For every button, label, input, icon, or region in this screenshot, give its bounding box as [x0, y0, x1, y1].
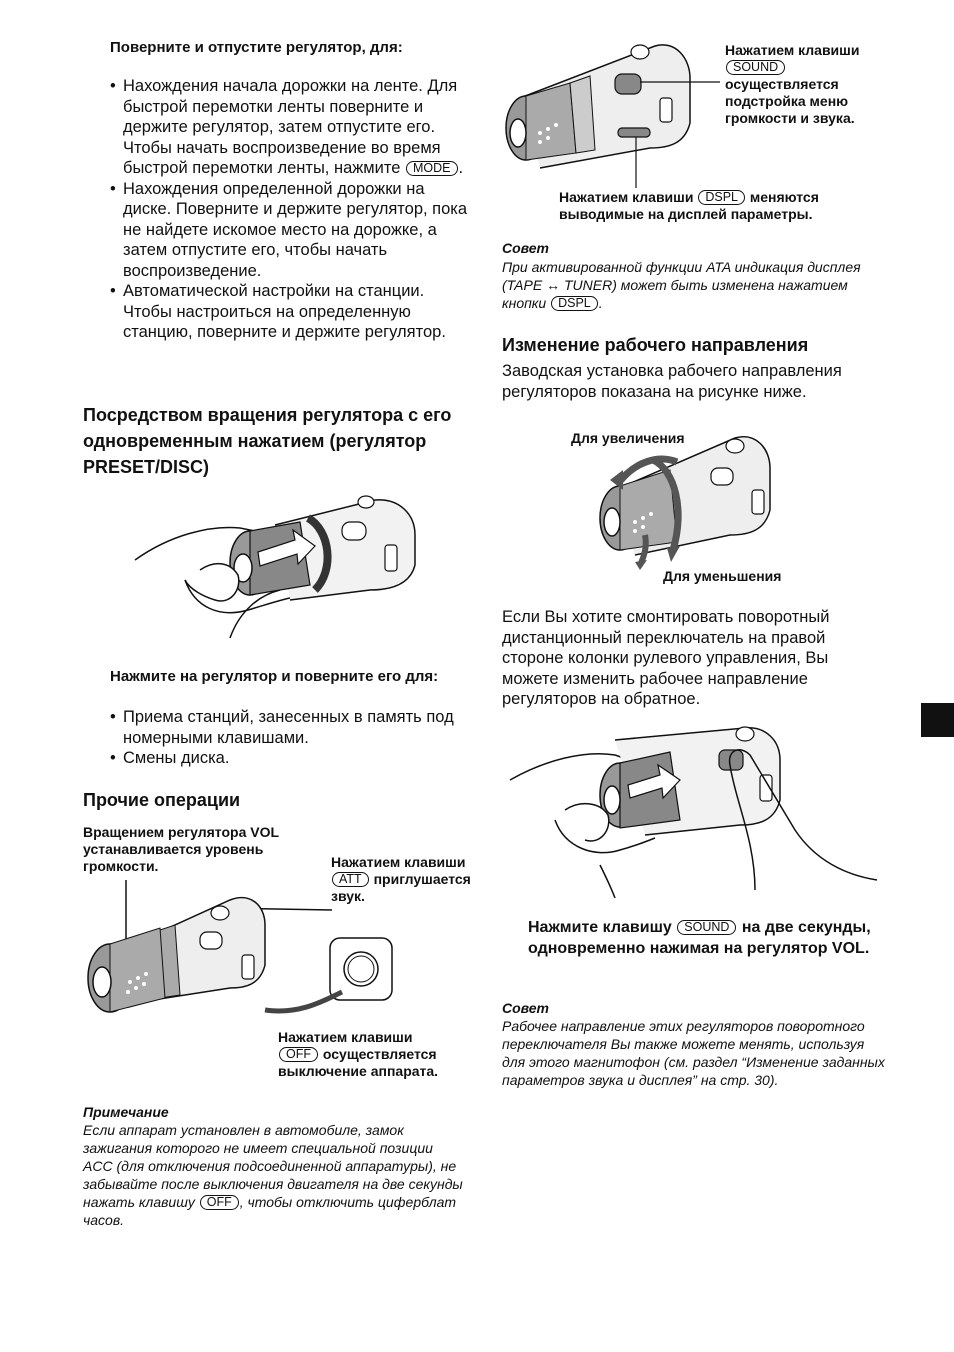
- tip1-dspl-key: DSPL: [551, 296, 598, 311]
- dspl-key: DSPL: [698, 190, 745, 205]
- other-ops-heading: Прочие операции: [83, 790, 241, 810]
- press-sound-key: SOUND: [677, 920, 736, 935]
- mount-text: Если Вы хотите смонтировать поворотный дистанционный переключатель на правой стороне колонки рулевого управления, Вы можете изменить рабочее направление регуляторов на обратное.: [502, 608, 830, 708]
- off-caption: Нажатием клавиши OFF осуществляется выключение аппарата.: [278, 1029, 439, 1079]
- preset-heading: Посредством вращения регулятора с его одновременным нажатием (регулятор PRESET/DISC): [83, 405, 452, 477]
- mode-key: MODE: [406, 161, 458, 176]
- press-sound-illustration: [505, 720, 885, 900]
- press-turn-list: [110, 707, 470, 769]
- increase-label: Для увеличения: [571, 430, 685, 446]
- turn-release-list: [110, 76, 470, 343]
- tip2-text: Рабочее направление этих регуляторов поворотного переключателя Вы также можете менять, используя для этого магнитофон (см. раздел “Изменение заданных параметров звука и дисплея” на стр. 30).: [502, 1018, 885, 1088]
- list-item: • Приема станций, занесенных в память под номерными клавишами.: [110, 707, 470, 748]
- tip1-text: При активированной функции ATA индикация дисплея (TAPE ↔ TUNER) может быть изменена нажатием кнопки DSPL .: [502, 259, 861, 311]
- direction-heading: Изменение рабочего направления: [502, 335, 809, 355]
- sound-dspl-illustration: [500, 38, 720, 188]
- list-item: • Нахождения начала дорожки на ленте. Для быстрой перемотки ленты поверните и держите регулятор, затем отпустите его. Чтобы начать воспроизведение во время быстрой перемотки ленты, нажмите MODE .: [110, 76, 470, 179]
- note-off-key: OFF: [200, 1195, 239, 1210]
- dspl-caption: Нажатием клавиши DSPL меняются выводимые на дисплей параметры.: [559, 189, 819, 222]
- rotary-commander-illustration: [80, 870, 400, 1030]
- section-tab: [921, 703, 954, 737]
- att-caption: Нажатием клавиши ATT приглушается звук.: [331, 854, 471, 904]
- double-arrow-icon: ↔: [546, 277, 561, 293]
- tip2-title: Совет: [502, 1000, 550, 1016]
- sound-caption: Нажатием клавиши SOUND осуществляется подстройка меню громкости и звука.: [725, 42, 860, 126]
- off-key: OFF: [279, 1047, 318, 1062]
- att-key: ATT: [332, 872, 369, 887]
- list-item: • Смены диска.: [110, 748, 470, 769]
- note-text: Если аппарат установлен в автомобиле, замок зажигания которого не имеет специальной позиции ACC (для отключения подсоединенной аппаратуры), не забывайте после выключения двигателя на две секунды нажать клавишу OFF , чтобы отключить циферблат часов.: [83, 1122, 463, 1228]
- preset-disc-illustration: [130, 490, 420, 640]
- decrease-label: Для уменьшения: [663, 568, 782, 584]
- press-sound-instruction: Нажмите клавишу SOUND на две секунды, одновременно нажимая на регулятор VOL.: [528, 919, 871, 957]
- tip1-title: Совет: [502, 240, 550, 256]
- direction-illustration: [595, 430, 785, 570]
- sound-key: SOUND: [726, 60, 785, 75]
- note-title: Примечание: [83, 1104, 169, 1120]
- press-turn-heading: Нажмите на регулятор и поверните его для:: [110, 668, 439, 685]
- turn-release-heading: Поверните и отпустите регулятор, для:: [110, 39, 403, 56]
- list-item: • Автоматической настройки на станции. Чтобы настроиться на определенную станцию, поверните и держите регулятор.: [110, 281, 470, 343]
- direction-text: Заводская установка рабочего направления регуляторов показана на рисунке ниже.: [502, 362, 842, 401]
- vol-caption: Вращением регулятора VOL устанавливается уровень громкости.: [83, 824, 279, 874]
- list-item: • Нахождения определенной дорожки на диске. Поверните и держите регулятор, пока не найдете искомое место на дорожке, а затем отпустите его, чтобы начать воспроизведение.: [110, 179, 470, 282]
